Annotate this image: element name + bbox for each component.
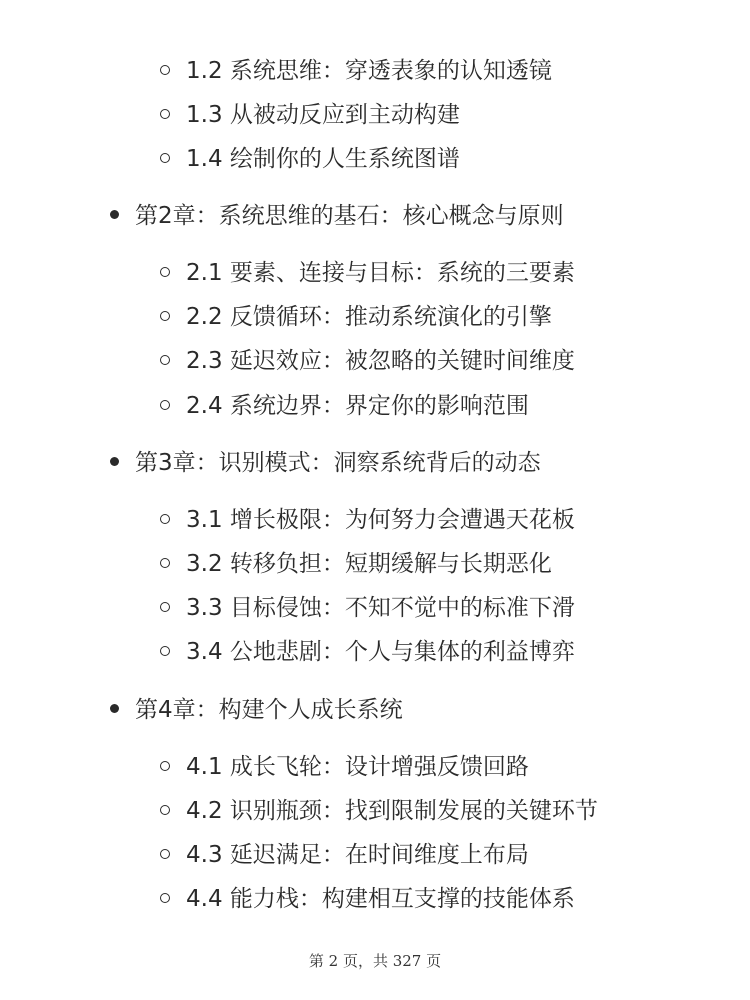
toc-section-item[interactable]	[160, 141, 460, 177]
toc-item-text: 1.3 从被动反应到主动构建	[186, 102, 460, 128]
hollow-circle-bullet-icon	[160, 355, 170, 365]
hollow-circle-bullet-icon	[160, 514, 170, 524]
toc-section-item[interactable]	[160, 590, 575, 626]
filled-circle-bullet-icon	[110, 210, 119, 219]
hollow-circle-bullet-icon	[160, 65, 170, 75]
toc-item-text: 4.2 识别瓶颈：找到限制发展的关键环节	[186, 798, 598, 824]
toc-section-item[interactable]	[160, 299, 552, 335]
toc-item-text: 4.1 成长飞轮：设计增强反馈回路	[186, 754, 529, 780]
toc-item-text: 第3章：识别模式：洞察系统背后的动态	[135, 450, 541, 476]
toc-section-item[interactable]	[160, 546, 552, 582]
hollow-circle-bullet-icon	[160, 646, 170, 656]
toc-section-item[interactable]	[160, 255, 575, 291]
filled-circle-bullet-icon	[110, 457, 119, 466]
hollow-circle-bullet-icon	[160, 153, 170, 163]
toc-item-text: 1.4 绘制你的人生系统图谱	[186, 146, 460, 172]
toc-section-item[interactable]	[160, 634, 575, 670]
toc-chapter-item[interactable]	[110, 692, 403, 728]
hollow-circle-bullet-icon	[160, 849, 170, 859]
toc-chapter-item[interactable]	[110, 198, 564, 234]
toc-item-text: 第2章：系统思维的基石：核心概念与原则	[135, 203, 564, 229]
toc-item-text: 3.4 公地悲剧：个人与集体的利益博弈	[186, 639, 575, 665]
toc-section-item[interactable]	[160, 388, 529, 424]
toc-section-item[interactable]	[160, 749, 529, 785]
hollow-circle-bullet-icon	[160, 311, 170, 321]
toc-item-text: 1.2 系统思维：穿透表象的认知透镜	[186, 58, 552, 84]
toc-item-text: 4.3 延迟满足：在时间维度上布局	[186, 842, 529, 868]
toc-section-item[interactable]	[160, 793, 598, 829]
hollow-circle-bullet-icon	[160, 761, 170, 771]
hollow-circle-bullet-icon	[160, 602, 170, 612]
toc-item-text: 4.4 能力栈：构建相互支撑的技能体系	[186, 886, 575, 912]
toc-section-item[interactable]	[160, 837, 529, 873]
toc-item-text: 2.3 延迟效应：被忽略的关键时间维度	[186, 348, 575, 374]
toc-item-text: 3.2 转移负担：短期缓解与长期恶化	[186, 551, 552, 577]
hollow-circle-bullet-icon	[160, 558, 170, 568]
toc-section-item[interactable]	[160, 881, 575, 917]
hollow-circle-bullet-icon	[160, 267, 170, 277]
toc-section-item[interactable]	[160, 343, 575, 379]
toc-section-item[interactable]	[160, 97, 460, 133]
toc-chapter-item[interactable]	[110, 445, 541, 481]
filled-circle-bullet-icon	[110, 704, 119, 713]
toc-item-text: 第4章：构建个人成长系统	[135, 697, 403, 723]
toc-item-text: 2.4 系统边界：界定你的影响范围	[186, 393, 529, 419]
hollow-circle-bullet-icon	[160, 805, 170, 815]
toc-item-text: 2.2 反馈循环：推动系统演化的引擎	[186, 304, 552, 330]
hollow-circle-bullet-icon	[160, 893, 170, 903]
toc-section-item[interactable]	[160, 502, 575, 538]
page-number-footer: 第 2 页，共 327 页	[308, 952, 442, 970]
toc-section-item[interactable]	[160, 53, 552, 89]
hollow-circle-bullet-icon	[160, 109, 170, 119]
hollow-circle-bullet-icon	[160, 400, 170, 410]
toc-item-text: 2.1 要素、连接与目标：系统的三要素	[186, 260, 575, 286]
toc-item-text: 3.3 目标侵蚀：不知不觉中的标准下滑	[186, 595, 575, 621]
toc-item-text: 3.1 增长极限：为何努力会遭遇天花板	[186, 507, 575, 533]
